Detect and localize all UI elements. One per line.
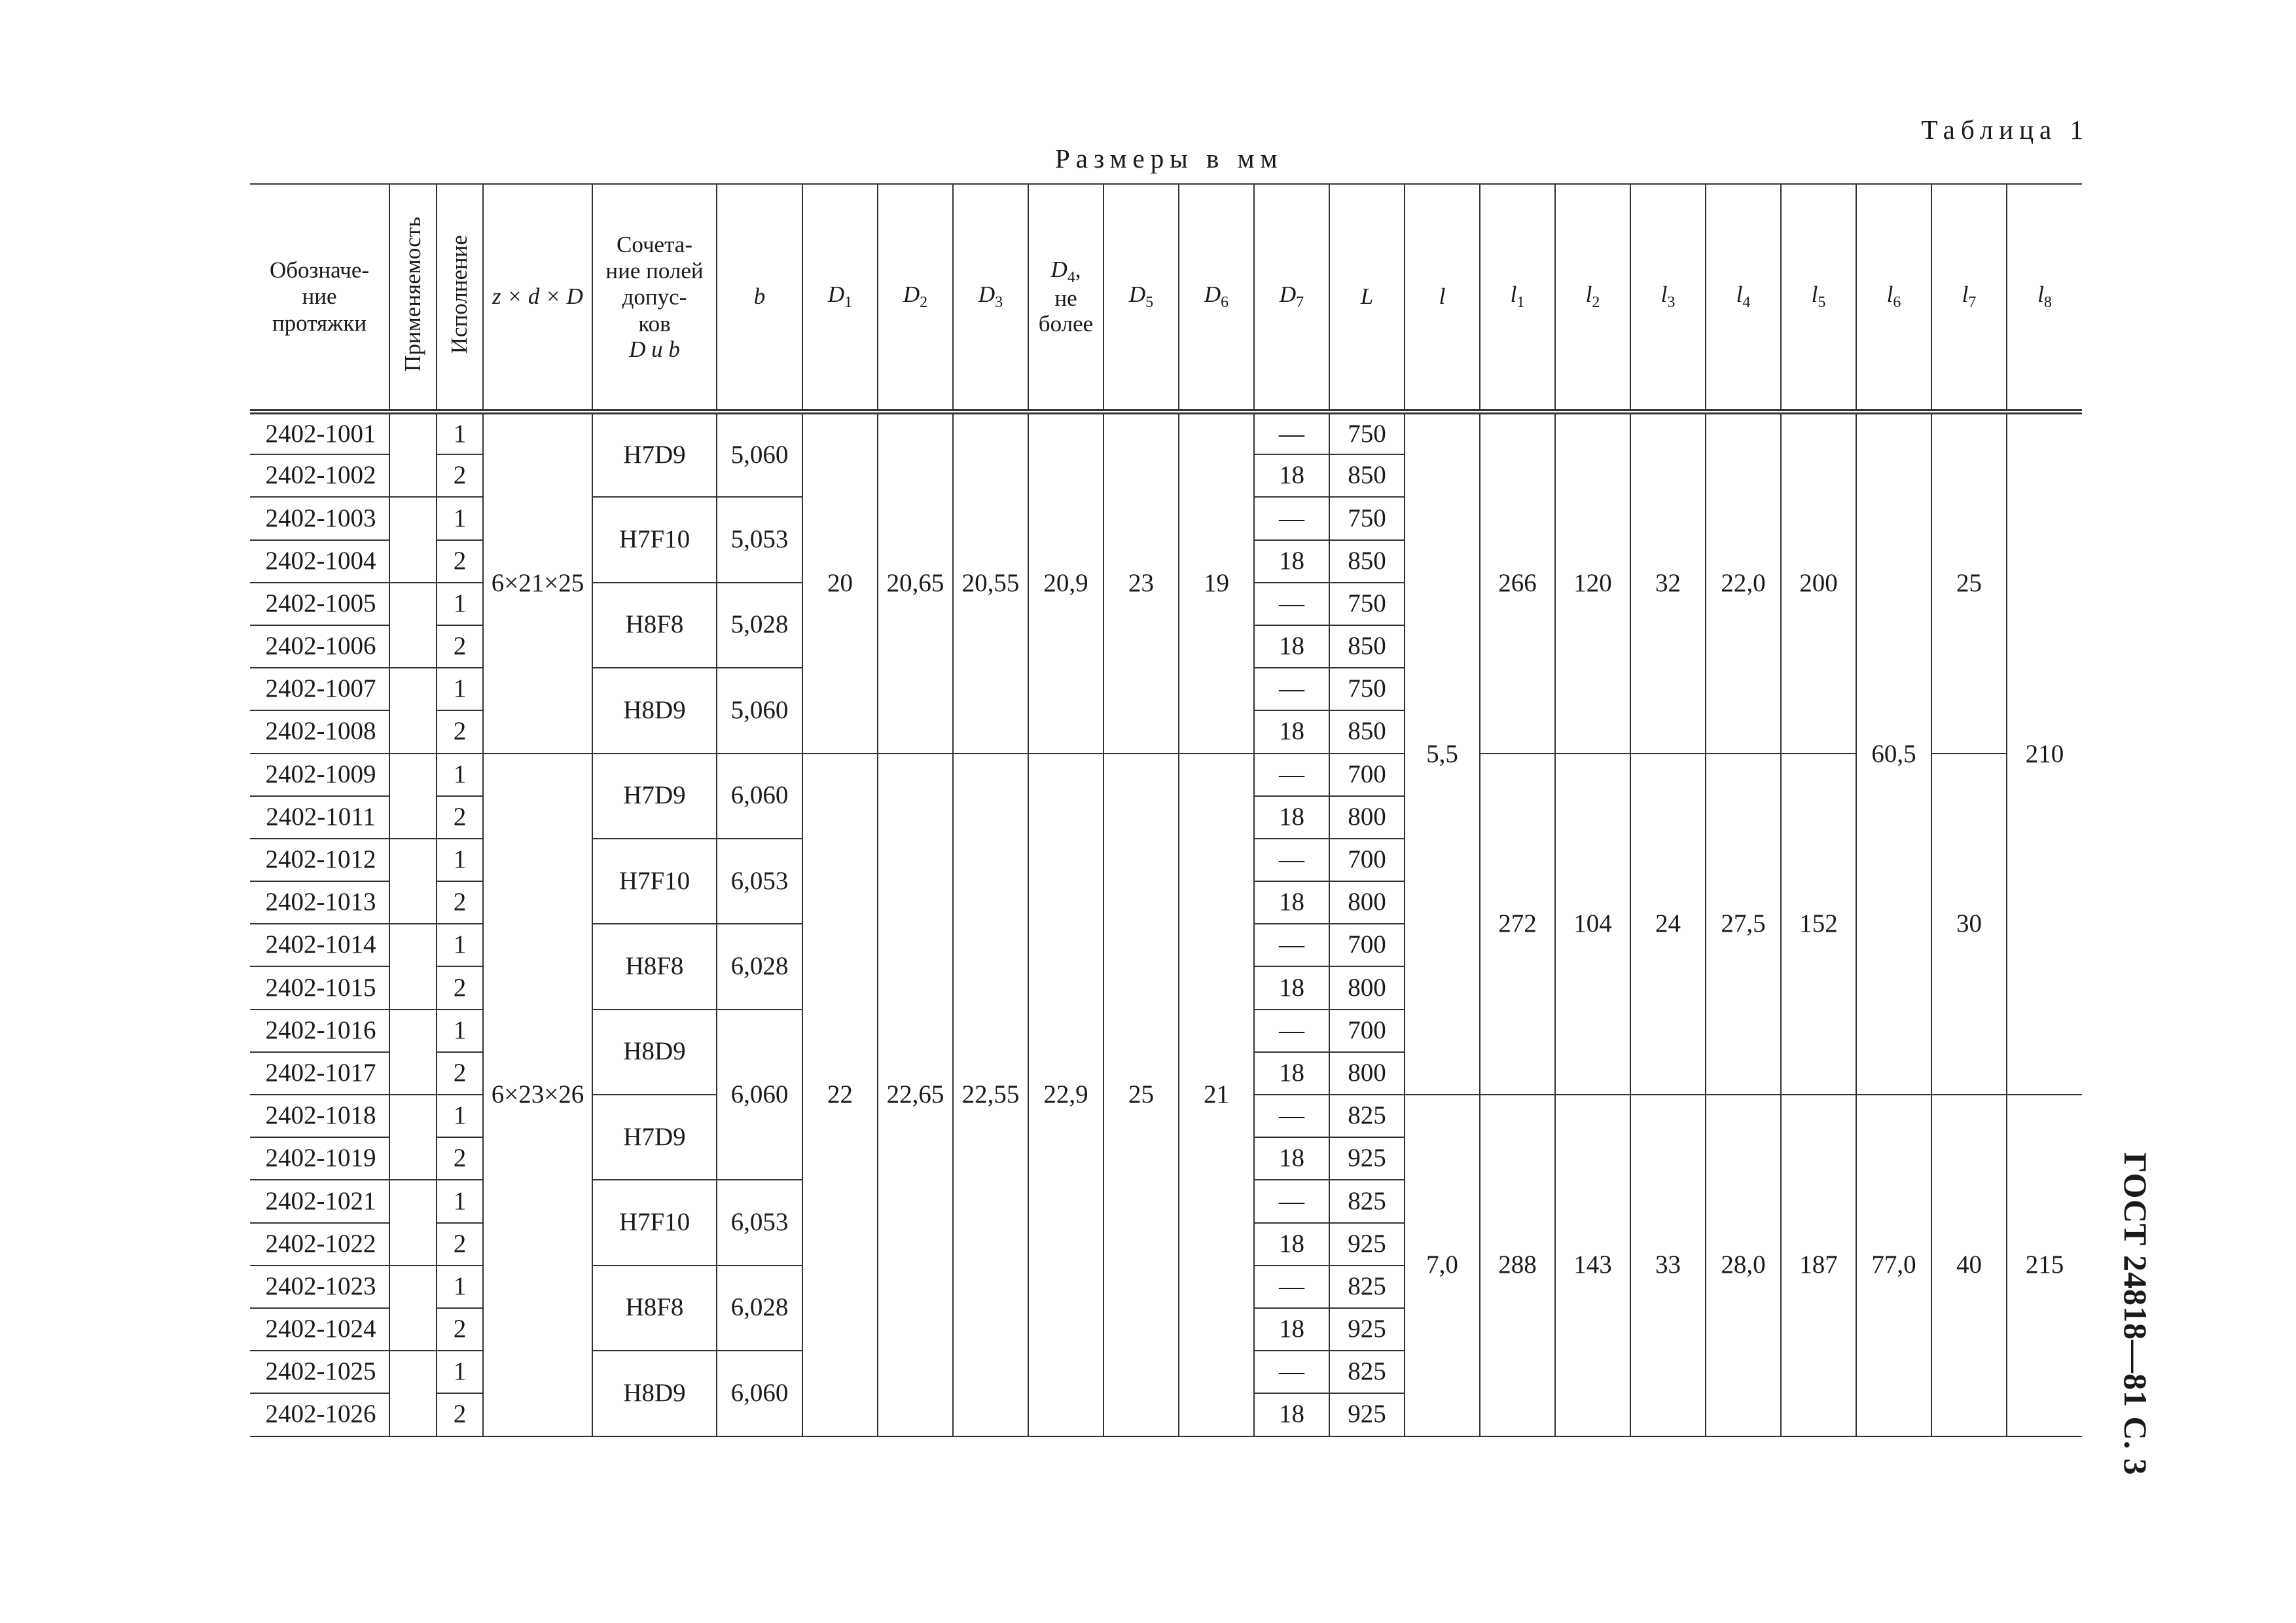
- L-cell: 850: [1329, 710, 1405, 753]
- l4-cell: 28,0: [1706, 1095, 1781, 1436]
- designation-cell: 2402-1011: [250, 796, 389, 839]
- l3-cell: 33: [1630, 1095, 1706, 1436]
- designation-cell: 2402-1007: [250, 668, 389, 710]
- D3-cell: 22,55: [953, 754, 1028, 1436]
- b-cell: 6,028: [717, 1266, 802, 1351]
- l6-cell: 60,5: [1856, 412, 1931, 1095]
- designation-cell: 2402-1002: [250, 454, 389, 497]
- l8-cell: 210: [2007, 412, 2082, 1095]
- applicability-cell: [389, 1180, 437, 1265]
- b-cell: 5,060: [717, 668, 802, 753]
- l1-cell: 288: [1480, 1095, 1555, 1436]
- b-cell: 5,053: [717, 497, 802, 582]
- l8-cell: 215: [2007, 1095, 2082, 1436]
- designation-cell: 2402-1006: [250, 625, 389, 668]
- version-cell: 2: [437, 710, 483, 753]
- applicability-cell: [389, 1266, 437, 1351]
- version-cell: 2: [437, 1393, 483, 1436]
- version-cell: 2: [437, 1223, 483, 1266]
- L-cell: 800: [1329, 966, 1405, 1009]
- D2-cell: 20,65: [878, 412, 953, 754]
- version-cell: 2: [437, 625, 483, 668]
- tolerance-cell: H7F10: [592, 839, 717, 924]
- header-row: [250, 184, 2082, 412]
- applicability-cell: [389, 754, 437, 839]
- designation-cell: 2402-1024: [250, 1308, 389, 1351]
- zdD-cell: 6×21×25: [483, 412, 592, 754]
- applicability-cell: [389, 839, 437, 924]
- L-cell: 925: [1329, 1223, 1405, 1266]
- designation-cell: 2402-1019: [250, 1137, 389, 1180]
- D7-cell: 18: [1254, 1137, 1329, 1180]
- version-cell: 2: [437, 881, 483, 924]
- D7-cell: 18: [1254, 796, 1329, 839]
- l3-cell: 32: [1630, 412, 1706, 754]
- D7-cell: —: [1254, 583, 1329, 625]
- L-cell: 800: [1329, 1052, 1405, 1095]
- designation-cell: 2402-1001: [250, 412, 389, 454]
- L-cell: 700: [1329, 924, 1405, 966]
- header-l: l: [1405, 184, 1480, 412]
- header-l8: $l_8$: [2007, 184, 2082, 412]
- D7-cell: 18: [1254, 881, 1329, 924]
- version-cell: 1: [437, 839, 483, 881]
- D7-cell: —: [1254, 412, 1329, 454]
- D4-cell: 20,9: [1028, 412, 1103, 754]
- b-cell: 6,060: [717, 754, 802, 839]
- designation-cell: 2402-1018: [250, 1095, 389, 1137]
- version-cell: 1: [437, 754, 483, 796]
- D7-cell: 18: [1254, 1393, 1329, 1436]
- L-cell: 800: [1329, 881, 1405, 924]
- L-cell: 825: [1329, 1266, 1405, 1308]
- designation-cell: 2402-1004: [250, 540, 389, 583]
- designation-cell: 2402-1017: [250, 1052, 389, 1095]
- l5-cell: 200: [1781, 412, 1856, 754]
- header-version: Исполнение: [437, 184, 483, 412]
- D7-cell: 18: [1254, 1052, 1329, 1095]
- l5-cell: 187: [1781, 1095, 1856, 1436]
- header-D7: $D_7$: [1254, 184, 1329, 412]
- designation-cell: 2402-1025: [250, 1351, 389, 1393]
- version-cell: 2: [437, 1137, 483, 1180]
- designation-cell: 2402-1003: [250, 497, 389, 539]
- L-cell: 850: [1329, 625, 1405, 668]
- l7-cell: 30: [1931, 754, 2007, 1095]
- L-cell: 750: [1329, 497, 1405, 539]
- D7-cell: —: [1254, 1266, 1329, 1308]
- L-cell: 700: [1329, 754, 1405, 796]
- version-cell: 1: [437, 668, 483, 710]
- tolerance-cell: H8D9: [592, 1010, 717, 1095]
- tolerance-cell: H8F8: [592, 1266, 717, 1351]
- D7-cell: —: [1254, 1351, 1329, 1393]
- L-cell: 700: [1329, 1010, 1405, 1052]
- D7-cell: —: [1254, 924, 1329, 966]
- header-D6: $D_6$: [1179, 184, 1254, 412]
- designation-cell: 2402-1012: [250, 839, 389, 881]
- header-b: b: [717, 184, 802, 412]
- l4-cell: 22,0: [1706, 412, 1781, 754]
- applicability-cell: [389, 924, 437, 1009]
- D6-cell: 21: [1179, 754, 1254, 1436]
- L-cell: 850: [1329, 540, 1405, 583]
- L-cell: 825: [1329, 1351, 1405, 1393]
- designation-cell: 2402-1014: [250, 924, 389, 966]
- D7-cell: —: [1254, 839, 1329, 881]
- version-cell: 2: [437, 966, 483, 1009]
- header-D4: $D_4$, не более: [1028, 184, 1103, 412]
- D7-cell: —: [1254, 1095, 1329, 1137]
- header-l7: $l_7$: [1931, 184, 2007, 412]
- b-cell: 6,053: [717, 1180, 802, 1265]
- header-tolerances: Сочета- ние полей допус- ков D и b: [592, 184, 717, 412]
- D7-cell: 18: [1254, 454, 1329, 497]
- L-cell: 925: [1329, 1137, 1405, 1180]
- tolerance-cell: H7D9: [592, 754, 717, 839]
- L-cell: 925: [1329, 1393, 1405, 1436]
- version-cell: 1: [437, 583, 483, 625]
- D1-cell: 22: [802, 754, 878, 1436]
- D1-cell: 20: [802, 412, 878, 754]
- l5-cell: 152: [1781, 754, 1856, 1095]
- l2-cell: 143: [1555, 1095, 1630, 1436]
- D7-cell: —: [1254, 1010, 1329, 1052]
- version-cell: 1: [437, 1351, 483, 1393]
- l7-cell: 40: [1931, 1095, 2007, 1436]
- designation-cell: 2402-1021: [250, 1180, 389, 1222]
- L-cell: 750: [1329, 668, 1405, 710]
- designation-cell: 2402-1008: [250, 710, 389, 753]
- tolerance-cell: H8F8: [592, 924, 717, 1009]
- l6-cell: 77,0: [1856, 1095, 1931, 1436]
- designation-cell: 2402-1005: [250, 583, 389, 625]
- l1-cell: 266: [1480, 412, 1555, 754]
- designation-cell: 2402-1022: [250, 1223, 389, 1266]
- l2-cell: 120: [1555, 412, 1630, 754]
- version-cell: 1: [437, 1180, 483, 1222]
- header-applicability: Применяемость: [389, 184, 437, 412]
- version-cell: 2: [437, 1052, 483, 1095]
- L-cell: 925: [1329, 1308, 1405, 1351]
- version-cell: 1: [437, 1266, 483, 1308]
- applicability-cell: [389, 583, 437, 668]
- D2-cell: 22,65: [878, 754, 953, 1436]
- b-cell: 5,028: [717, 583, 802, 668]
- l2-cell: 104: [1555, 754, 1630, 1095]
- version-cell: 1: [437, 1095, 483, 1137]
- b-cell: 6,060: [717, 1010, 802, 1180]
- tolerance-cell: H7D9: [592, 412, 717, 497]
- b-cell: 5,060: [717, 412, 802, 497]
- D7-cell: 18: [1254, 710, 1329, 753]
- applicability-cell: [389, 412, 437, 497]
- version-cell: 1: [437, 497, 483, 539]
- version-cell: 1: [437, 1010, 483, 1052]
- D6-cell: 19: [1179, 412, 1254, 754]
- D7-cell: 18: [1254, 1308, 1329, 1351]
- l4-cell: 27,5: [1706, 754, 1781, 1095]
- D7-cell: —: [1254, 1180, 1329, 1222]
- D7-cell: —: [1254, 497, 1329, 539]
- table-row: [250, 412, 2082, 454]
- version-cell: 1: [437, 924, 483, 966]
- D7-cell: 18: [1254, 540, 1329, 583]
- header-L: L: [1329, 184, 1405, 412]
- table-row: [250, 754, 2082, 796]
- broach-dimensions-table: [250, 183, 2082, 1437]
- D5-cell: 23: [1103, 412, 1179, 754]
- D7-cell: —: [1254, 668, 1329, 710]
- L-cell: 825: [1329, 1180, 1405, 1222]
- D7-cell: 18: [1254, 966, 1329, 1009]
- applicability-cell: [389, 497, 437, 582]
- header-l4: $l_4$: [1706, 184, 1781, 412]
- version-cell: 1: [437, 412, 483, 454]
- D7-cell: —: [1254, 754, 1329, 796]
- zdD-cell: 6×23×26: [483, 754, 592, 1436]
- header-D2: $D_2$: [878, 184, 953, 412]
- l-cell: 5,5: [1405, 412, 1480, 1095]
- header-D3: $D_3$: [953, 184, 1028, 412]
- b-cell: 6,060: [717, 1351, 802, 1436]
- table-title: Таблица 1: [1921, 115, 2089, 145]
- header-l1: $l_1$: [1480, 184, 1555, 412]
- version-cell: 2: [437, 454, 483, 497]
- l7-cell: 25: [1931, 412, 2007, 754]
- L-cell: 750: [1329, 583, 1405, 625]
- D7-cell: 18: [1254, 1223, 1329, 1266]
- tolerance-cell: H7F10: [592, 497, 717, 582]
- D4-cell: 22,9: [1028, 754, 1103, 1436]
- l-cell: 7,0: [1405, 1095, 1480, 1436]
- units-caption: Размеры в мм: [1055, 143, 1283, 173]
- b-cell: 6,053: [717, 839, 802, 924]
- header-D1: $D_1$: [802, 184, 878, 412]
- L-cell: 800: [1329, 796, 1405, 839]
- version-cell: 2: [437, 796, 483, 839]
- tolerance-cell: H8F8: [592, 583, 717, 668]
- header-l6: $l_6$: [1856, 184, 1931, 412]
- designation-cell: 2402-1023: [250, 1266, 389, 1308]
- tolerance-cell: H8D9: [592, 668, 717, 753]
- applicability-cell: [389, 1010, 437, 1095]
- L-cell: 850: [1329, 454, 1405, 497]
- header-designation: Обозначе- ние протяжки: [250, 184, 389, 412]
- document-side-header: ГОСТ 24818—81 С. 3: [2117, 1152, 2154, 1476]
- tolerance-cell: H8D9: [592, 1351, 717, 1436]
- designation-cell: 2402-1016: [250, 1010, 389, 1052]
- applicability-cell: [389, 1095, 437, 1180]
- version-cell: 2: [437, 540, 483, 583]
- b-cell: 6,028: [717, 924, 802, 1009]
- header-l2: $l_2$: [1555, 184, 1630, 412]
- applicability-cell: [389, 1351, 437, 1436]
- L-cell: 825: [1329, 1095, 1405, 1137]
- L-cell: 750: [1329, 412, 1405, 454]
- designation-cell: 2402-1009: [250, 754, 389, 796]
- header-l3: $l_3$: [1630, 184, 1706, 412]
- header-l5: $l_5$: [1781, 184, 1856, 412]
- D5-cell: 25: [1103, 754, 1179, 1436]
- header-D5: $D_5$: [1103, 184, 1179, 412]
- l1-cell: 272: [1480, 754, 1555, 1095]
- applicability-cell: [389, 668, 437, 753]
- tolerance-cell: H7D9: [592, 1095, 717, 1180]
- D3-cell: 20,55: [953, 412, 1028, 754]
- version-cell: 2: [437, 1308, 483, 1351]
- tolerance-cell: H7F10: [592, 1180, 717, 1265]
- D7-cell: 18: [1254, 625, 1329, 668]
- designation-cell: 2402-1013: [250, 881, 389, 924]
- header-zdD: z × d × D: [483, 184, 592, 412]
- designation-cell: 2402-1015: [250, 966, 389, 1009]
- l3-cell: 24: [1630, 754, 1706, 1095]
- L-cell: 700: [1329, 839, 1405, 881]
- designation-cell: 2402-1026: [250, 1393, 389, 1436]
